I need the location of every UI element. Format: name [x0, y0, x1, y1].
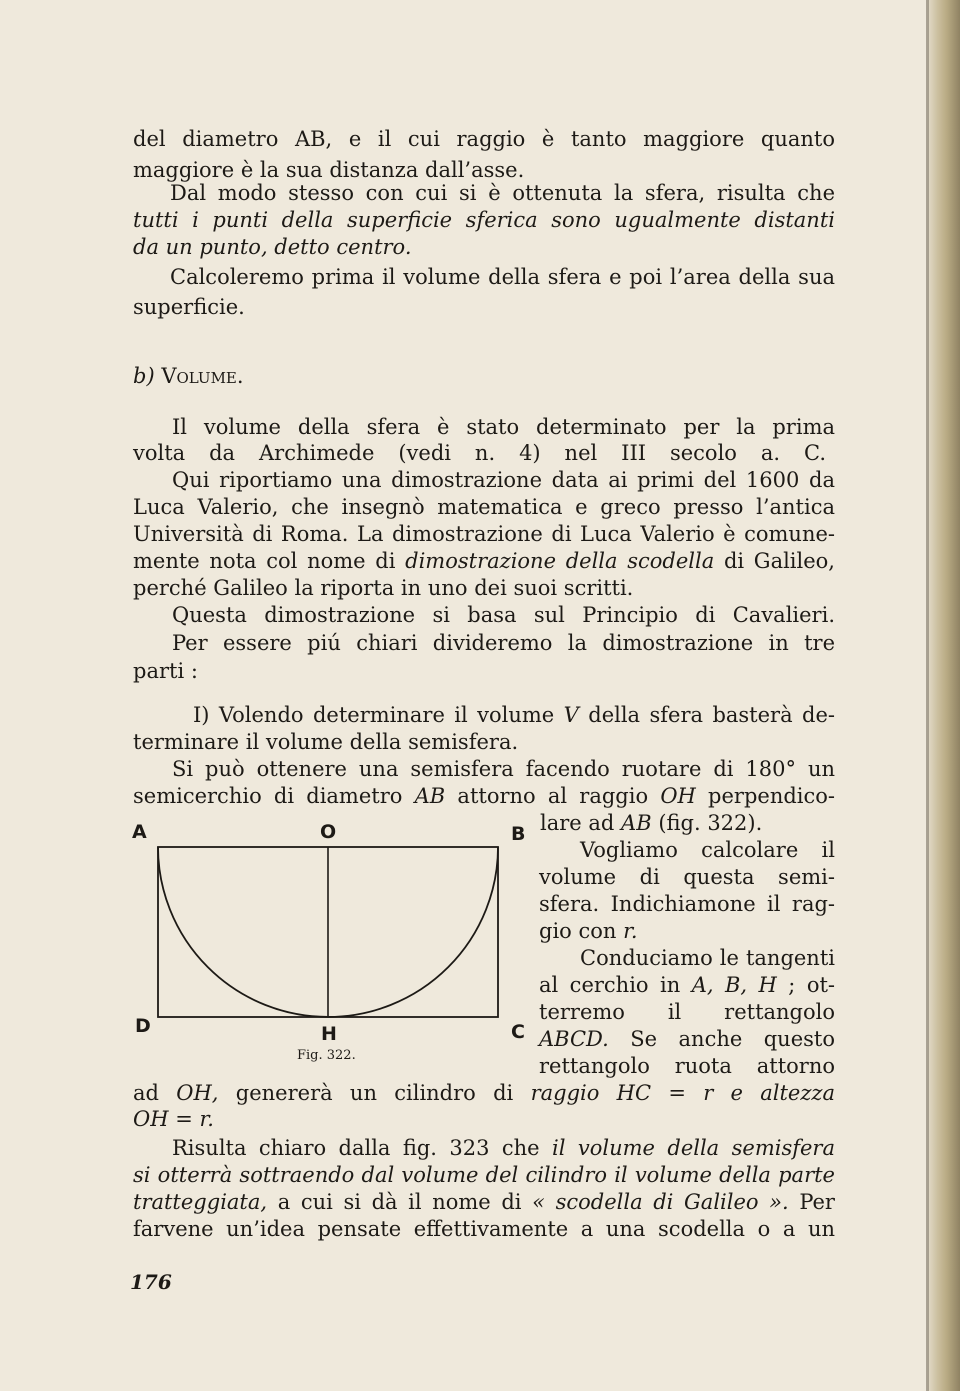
- section-heading: [133, 363, 835, 390]
- text-span: (fig. 322).: [658, 811, 763, 835]
- variable: A, B, H: [691, 973, 777, 997]
- text-span: Se anche questo: [630, 1027, 835, 1051]
- text-line: del diametro AB, e il cui raggio è tanto maggiore quanto: [133, 127, 835, 151]
- text-span-italic: tratteggiata,: [133, 1190, 268, 1214]
- label-b: B: [511, 823, 526, 845]
- text-span: lare ad: [540, 811, 615, 835]
- text-line: [133, 1189, 835, 1216]
- section-title: Volume.: [161, 364, 244, 388]
- label-c: C: [511, 1021, 525, 1043]
- text-span-italic: dimostrazione della scodella: [405, 549, 715, 573]
- text-line: [193, 702, 835, 729]
- text-span: ad: [133, 1081, 159, 1105]
- text-span-italic: il volume della semisfera: [552, 1136, 835, 1160]
- text-line: volume di questa semi-: [539, 865, 835, 889]
- text-line: [539, 918, 835, 945]
- text-line: Questa dimostrazione si basa sul Principio di Cavalieri.: [172, 603, 835, 627]
- text-span: di Galileo,: [723, 549, 835, 573]
- page-edge: [926, 0, 960, 1391]
- text-span-italic: « scodella di Galileo ».: [532, 1190, 789, 1214]
- text-line: [172, 1135, 835, 1162]
- text-line: rettangolo ruota attorno: [539, 1054, 835, 1078]
- text-line: [539, 972, 835, 999]
- text-span: Per: [799, 1190, 835, 1214]
- text-line: [133, 548, 835, 575]
- text-span: semicerchio di diametro: [133, 784, 403, 808]
- text-line: Dal modo stesso con cui si è ottenuta la sfera, risulta che: [170, 181, 835, 205]
- text-line: si otterrà sottraendo dal volume del cilindro il volume della parte: [133, 1163, 835, 1187]
- variable: V: [563, 703, 579, 727]
- text-span: ; ot-: [788, 973, 835, 997]
- text-span: I) Volendo determinare il volume: [193, 703, 555, 727]
- text-line: Calcoleremo prima il volume della sfera e poi l’area della sua: [170, 265, 835, 289]
- text-line: Qui riportiamo una dimostrazione data ai primi del 1600 da: [172, 468, 835, 492]
- figure-caption: Fig. 322.: [297, 1048, 356, 1063]
- text-line: volta da Archimede (vedi n. 4) nel III secolo a. C.: [133, 441, 826, 465]
- variable: OH,: [176, 1081, 219, 1105]
- text-span: a cui si dà il nome di: [277, 1190, 522, 1214]
- text-span: attorno al raggio: [457, 784, 649, 808]
- text-line: tutti i punti della superficie sferica sono ugualmente distanti: [133, 208, 835, 232]
- text-line: OH = r.: [133, 1107, 214, 1131]
- text-line: Per essere piú chiari divideremo la dimostrazione in tre: [172, 631, 835, 655]
- text-line: parti :: [133, 659, 198, 683]
- text-line: terremo il rettangolo: [539, 1000, 835, 1024]
- text-line: Vogliamo calcolare il: [580, 838, 835, 862]
- text-span: mente nota col nome di: [133, 549, 396, 573]
- variable: r.: [623, 919, 638, 943]
- label-h: H: [321, 1023, 337, 1045]
- text-line: Si può ottenere una semisfera facendo ruotare di 180° un: [172, 757, 835, 781]
- text-span: della sfera basterà de-: [588, 703, 835, 727]
- text-line: sfera. Indichiamone il rag-: [539, 892, 835, 916]
- variable: ABCD.: [539, 1027, 609, 1051]
- text-line: terminare il volume della semisfera.: [133, 730, 519, 754]
- text-span-italic: raggio HC = r e altezza: [530, 1081, 835, 1105]
- figure-diagram: [128, 815, 508, 1030]
- text-span: al cerchio in: [539, 973, 681, 997]
- text-span: perpendico-: [708, 784, 836, 808]
- text-span: gio con: [539, 919, 617, 943]
- text-line: Il volume della sfera è stato determinato per la prima: [172, 415, 835, 439]
- text-line: da un punto, detto centro.: [133, 235, 412, 259]
- variable: OH: [660, 784, 696, 808]
- text-line: perché Galileo la riporta in uno dei suoi scritti.: [133, 576, 634, 600]
- text-line: [133, 783, 835, 810]
- text-line: Conduciamo le tangenti: [580, 946, 835, 970]
- text-line: superficie.: [133, 295, 245, 319]
- text-line: Università di Roma. La dimostrazione di Luca Valerio è comune-: [133, 522, 835, 546]
- variable: AB: [414, 784, 446, 808]
- text-line: [133, 1080, 835, 1107]
- label-o: O: [320, 821, 337, 843]
- text-line: [539, 1026, 835, 1053]
- section-label: b): [133, 364, 155, 388]
- text-line: maggiore è la sua distanza dall’asse.: [133, 158, 525, 182]
- variable: AB: [621, 811, 652, 835]
- page-number: 176: [130, 1270, 172, 1294]
- text-line: [540, 810, 830, 837]
- label-a: A: [132, 821, 147, 843]
- label-d: D: [135, 1015, 151, 1037]
- text-span: genererà un cilindro di: [235, 1081, 514, 1105]
- text-span: Risulta chiaro dalla fig. 323 che: [172, 1136, 540, 1160]
- text-line: Luca Valerio, che insegnò matematica e greco presso l’antica: [133, 495, 835, 519]
- text-line: farvene un’idea pensate effettivamente a una scodella o a un: [133, 1217, 835, 1241]
